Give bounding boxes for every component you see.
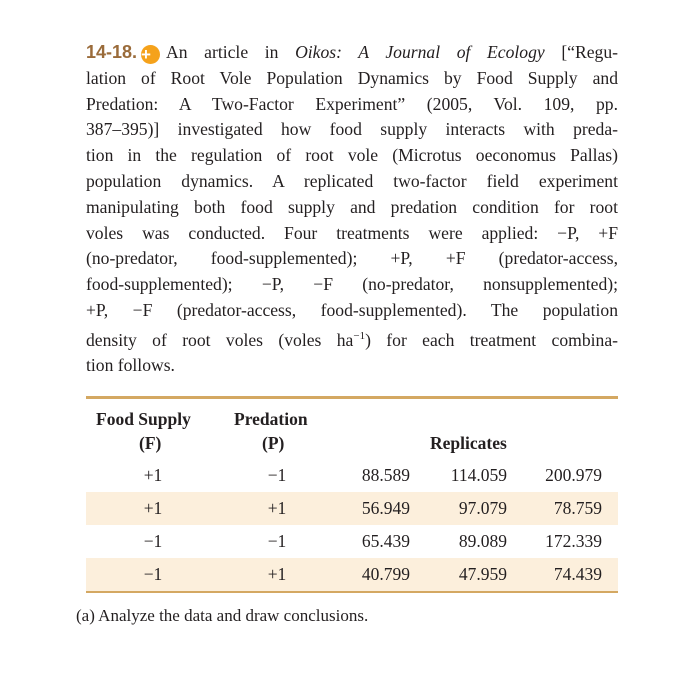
table-header [86, 399, 618, 459]
table-row [86, 558, 618, 591]
cell-replicate: 200.979 [545, 465, 602, 485]
problem-line: tion follows. [86, 355, 175, 376]
header-food-code: (F) [139, 433, 162, 453]
problem-line: +P, −F (predator-access, food-supplemented). The population [86, 299, 618, 320]
cell-replicate: 88.589 [361, 465, 410, 485]
plus-circle-icon[interactable]: + [141, 45, 160, 64]
cell-predation: +1 [267, 498, 287, 518]
header-predation-code: (P) [262, 433, 285, 453]
line-text: [“Regu- [544, 42, 618, 62]
cell-predation: −1 [267, 531, 287, 551]
cell-predation: +1 [267, 564, 287, 584]
table-row [86, 459, 618, 492]
table-row [86, 525, 618, 558]
header-food-supply: Food Supply [96, 409, 191, 429]
journal-title: Oikos: A Journal of Ecology [295, 42, 545, 62]
cell-replicate: 56.949 [361, 498, 410, 518]
problem-line: (no-predator, food-supplemented); +P, +F (predator-access, [86, 248, 618, 269]
cell-replicate: 114.059 [450, 465, 507, 485]
cell-food: +1 [143, 465, 163, 485]
cell-replicate: 97.079 [458, 498, 507, 518]
cell-replicate: 65.439 [361, 531, 410, 551]
cell-food: −1 [143, 564, 163, 584]
cell-replicate: 74.439 [553, 564, 602, 584]
problem-line: 387–395)] investigated how food supply interacts with preda- [86, 119, 618, 140]
header-predation: Predation [234, 409, 308, 429]
problem-line: lation of Root Vole Population Dynamics by Food Supply and [86, 67, 618, 88]
cell-replicate: 89.089 [458, 531, 507, 551]
superscript: −1 [353, 329, 366, 342]
problem-line: Predation: A Two-Factor Experiment” (2005, Vol. 109, pp. [86, 93, 618, 114]
cell-replicate: 78.759 [553, 498, 602, 518]
problem-line: population dynamics. A replicated two-factor field experiment [86, 170, 618, 191]
question-a: (a) Analyze the data and draw conclusions. [76, 606, 369, 625]
problem-line: tion in the regulation of root vole (Microtus oeconomus Pallas) [86, 145, 618, 166]
header-replicates: Replicates [430, 433, 507, 453]
problem-text [86, 40, 618, 379]
cell-replicate: 172.339 [545, 531, 602, 551]
problem-line: food-supplemented); −P, −F (no-predator, nonsupplemented); [86, 274, 618, 295]
problem-line: manipulating both food supply and predation condition for root [86, 196, 618, 217]
cell-food: +1 [143, 498, 163, 518]
problem-line: voles was conducted. Four treatments were applied: −P, +F [86, 222, 618, 243]
problem-line [86, 40, 618, 66]
line-text: An article in [166, 42, 296, 62]
cell-replicate: 47.959 [458, 564, 507, 584]
data-table [86, 396, 618, 593]
cell-replicate: 40.799 [361, 564, 410, 584]
line-text: density of root voles (voles ha [86, 329, 354, 350]
cell-food: −1 [143, 531, 163, 551]
table-bottom-rule [86, 591, 618, 593]
line-text: ) for each treatment combina- [365, 329, 618, 350]
cell-predation: −1 [267, 465, 287, 485]
table-row [86, 492, 618, 525]
problem-number: 14-18. [86, 42, 138, 62]
problem-line [86, 324, 618, 354]
